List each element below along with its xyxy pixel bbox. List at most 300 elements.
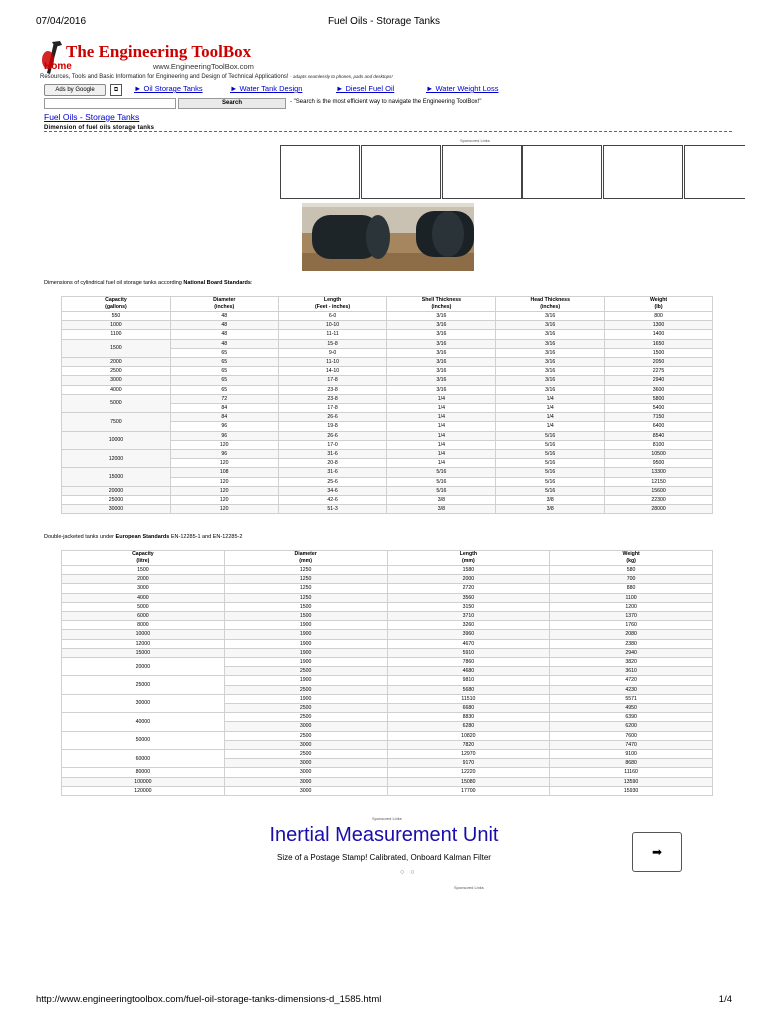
print-footer: [36, 994, 732, 1008]
table-cell: 34-6: [278, 486, 387, 495]
column-header: Length (mm): [387, 551, 550, 566]
table-cell: 3600: [605, 385, 713, 394]
ad-box[interactable]: [684, 145, 745, 199]
table-row: [62, 486, 713, 495]
table-cell: 8680: [550, 759, 713, 768]
table-cell: 6000: [62, 612, 225, 621]
tagline: [40, 74, 393, 80]
table-cell: 1100: [62, 330, 171, 339]
table-cell: 3/16: [496, 321, 605, 330]
table-cell: 3/8: [387, 496, 496, 505]
table-cell: 1200: [550, 602, 713, 611]
ad-carousel-dots[interactable]: ○○: [400, 869, 421, 876]
search-note: - "Search is the most efficient way to navigate the Engineering ToolBox!": [290, 99, 482, 105]
table-cell: 7470: [550, 740, 713, 749]
table-cell: 25000: [62, 676, 225, 694]
table-cell: 1400: [605, 330, 713, 339]
table-cell: 3/8: [496, 505, 605, 514]
table-cell: 17-8: [278, 404, 387, 413]
table-cell: 1580: [387, 566, 550, 575]
table-cell: 3000: [224, 777, 387, 786]
table-row: [62, 376, 713, 385]
table-cell: 48: [170, 339, 278, 348]
table-cell: 5000: [62, 394, 171, 412]
table-row: [62, 584, 713, 593]
table-row: [62, 786, 713, 795]
table-cell: 6-0: [278, 312, 387, 321]
table-cell: 10820: [387, 731, 550, 740]
ad-arrow-button[interactable]: ➡: [632, 832, 682, 872]
intro-text: Double-jacketed tanks under: [44, 534, 116, 540]
table-cell: 1300: [605, 321, 713, 330]
column-header: Head Thickness (inches): [496, 297, 605, 312]
table-cell: 9170: [387, 759, 550, 768]
table-cell: 4950: [550, 704, 713, 713]
table-cell: 3000: [62, 584, 225, 593]
column-header: Length (Feet - inches): [278, 297, 387, 312]
table-cell: 3610: [550, 667, 713, 676]
table-cell: 12150: [605, 477, 713, 486]
table-row: [62, 385, 713, 394]
table-header-row: [62, 551, 713, 566]
table-cell: 1/4: [387, 459, 496, 468]
table-cell: 1900: [224, 676, 387, 685]
table-cell: 5/16: [496, 440, 605, 449]
table-cell: 1900: [224, 658, 387, 667]
table-cell: 3960: [387, 630, 550, 639]
table-cell: 3/16: [496, 385, 605, 394]
table-cell: 9-0: [278, 348, 387, 357]
table-cell: 84: [170, 404, 278, 413]
table-cell: 5/16: [387, 477, 496, 486]
storage-tank-photo: [302, 203, 474, 271]
table-cell: 3/16: [496, 348, 605, 357]
table-row: [62, 496, 713, 505]
table-row: [62, 468, 713, 477]
table-cell: 1370: [550, 612, 713, 621]
ad-box[interactable]: [442, 145, 522, 199]
ad-description: Size of a Postage Stamp! Calibrated, Onboard Kalman Filter: [277, 853, 491, 862]
table-cell: 3/16: [496, 330, 605, 339]
table-cell: 80000: [62, 768, 225, 777]
table-row: [62, 648, 713, 657]
table-cell: 10-10: [278, 321, 387, 330]
table-cell: 31-6: [278, 468, 387, 477]
table-cell: 7500: [62, 413, 171, 431]
table-cell: 5400: [605, 404, 713, 413]
table-cell: 2940: [550, 648, 713, 657]
table-cell: 880: [550, 584, 713, 593]
table-cell: 2500: [224, 713, 387, 722]
print-header: [36, 16, 732, 30]
table-cell: 3150: [387, 602, 550, 611]
table-cell: 2500: [224, 750, 387, 759]
print-url: http://www.engineeringtoolbox.com/fuel-oil-storage-tanks-dimensions-d_1585.html: [36, 994, 382, 1005]
table-cell: 11-10: [278, 358, 387, 367]
table-cell: 31-6: [278, 450, 387, 459]
table-row: [62, 658, 713, 667]
table-cell: 30000: [62, 694, 225, 712]
table-cell: 1250: [224, 575, 387, 584]
table-row: [62, 593, 713, 602]
table-row: [62, 694, 713, 703]
search-button[interactable]: Search: [178, 98, 286, 109]
table-cell: 12970: [387, 750, 550, 759]
table-cell: 6280: [387, 722, 550, 731]
breadcrumb[interactable]: Fuel Oils - Storage Tanks: [44, 112, 140, 122]
table-cell: 65: [170, 376, 278, 385]
table-cell: 1250: [224, 566, 387, 575]
table-cell: 8830: [387, 713, 550, 722]
column-header: Weight (kg): [550, 551, 713, 566]
column-header: Diameter (mm): [224, 551, 387, 566]
table-cell: 3/16: [387, 376, 496, 385]
table-cell: 11510: [387, 694, 550, 703]
table-cell: 20-8: [278, 459, 387, 468]
table-cell: 1/4: [496, 394, 605, 403]
table-cell: 120: [170, 459, 278, 468]
table-cell: 13590: [550, 777, 713, 786]
table-cell: 1900: [224, 630, 387, 639]
table-cell: 3260: [387, 621, 550, 630]
table-row: [62, 639, 713, 648]
home-link[interactable]: Home: [44, 61, 72, 72]
intro-european-standards: [44, 534, 242, 540]
table-cell: 2500: [62, 367, 171, 376]
table-cell: 120: [170, 486, 278, 495]
table-cell: 2275: [605, 367, 713, 376]
table-cell: 30000: [62, 505, 171, 514]
table-cell: 5/16: [387, 468, 496, 477]
table-cell: 10000: [62, 431, 171, 449]
table-cell: 3/16: [496, 339, 605, 348]
column-header: Capacity (litre): [62, 551, 225, 566]
table-cell: 1500: [62, 339, 171, 357]
table-row: [62, 358, 713, 367]
table-cell: 1/4: [387, 450, 496, 459]
table-row: [62, 768, 713, 777]
table-cell: 17-8: [278, 376, 387, 385]
search-input[interactable]: [44, 98, 176, 109]
table-row: [62, 777, 713, 786]
table-cell: 8000: [62, 621, 225, 630]
table-cell: 1500: [605, 348, 713, 357]
table-cell: 19-8: [278, 422, 387, 431]
table-row: [62, 750, 713, 759]
table-cell: 550: [62, 312, 171, 321]
table-cell: 15600: [605, 486, 713, 495]
table-cell: 4720: [550, 676, 713, 685]
table-cell: 3/16: [387, 385, 496, 394]
table-cell: 3/16: [387, 330, 496, 339]
table-cell: 4670: [387, 639, 550, 648]
table-cell: 2380: [550, 639, 713, 648]
table-cell: 6390: [550, 713, 713, 722]
table-cell: 12220: [387, 768, 550, 777]
nav-link-diesel-fuel-oil[interactable]: ► Diesel Fuel Oil: [336, 84, 395, 93]
table-cell: 11160: [550, 768, 713, 777]
table-cell: 1250: [224, 593, 387, 602]
table-cell: 8100: [605, 440, 713, 449]
table-cell: 15930: [550, 786, 713, 795]
print-date: 07/04/2016: [36, 16, 87, 27]
table-cell: 1500: [224, 602, 387, 611]
column-header: Shell Thickness (inches): [387, 297, 496, 312]
table-cell: 3/16: [496, 312, 605, 321]
intro-bold: National Board Standards: [183, 280, 251, 286]
table-cell: 65: [170, 348, 278, 357]
sponsored-label: Sponsored Links: [372, 816, 402, 821]
table-cell: 12000: [62, 450, 171, 468]
table-cell: 40000: [62, 713, 225, 731]
table-cell: 1/4: [387, 394, 496, 403]
table-cell: 2720: [387, 584, 550, 593]
table-row: [62, 612, 713, 621]
table-cell: 3/16: [387, 358, 496, 367]
sponsored-label: Sponsored Links: [460, 138, 490, 143]
table-cell: 10500: [605, 450, 713, 459]
table-cell: 8540: [605, 431, 713, 440]
table-cell: 20000: [62, 486, 171, 495]
column-header: Weight (lb): [605, 297, 713, 312]
table-row: [62, 321, 713, 330]
table-cell: 12000: [62, 639, 225, 648]
table-cell: 65: [170, 385, 278, 394]
table-row: [62, 630, 713, 639]
table-cell: 5/16: [496, 477, 605, 486]
table-cell: 7860: [387, 658, 550, 667]
print-title: Fuel Oils - Storage Tanks: [327, 16, 441, 27]
table-cell: 3000: [224, 768, 387, 777]
table-cell: 4000: [62, 385, 171, 394]
table-cell: 23-8: [278, 385, 387, 394]
table-cell: 28000: [605, 505, 713, 514]
table-cell: 2000: [62, 358, 171, 367]
table-cell: 1/4: [387, 422, 496, 431]
ad-box[interactable]: [603, 145, 683, 199]
table-cell: 15-8: [278, 339, 387, 348]
table-cell: 1500: [62, 566, 225, 575]
table-cell: 65: [170, 358, 278, 367]
table-cell: 1/4: [387, 404, 496, 413]
intro-bold: European Standards: [115, 534, 170, 540]
table-cell: 48: [170, 321, 278, 330]
table-cell: 3820: [550, 658, 713, 667]
table-cell: 3000: [224, 740, 387, 749]
table-cell: 3/16: [387, 312, 496, 321]
table-cell: 2000: [387, 575, 550, 584]
table-cell: 14-10: [278, 367, 387, 376]
table-cell: 1100: [550, 593, 713, 602]
table-row: [62, 602, 713, 611]
table-cell: 580: [550, 566, 713, 575]
table-cell: 1/4: [496, 413, 605, 422]
page-count: 1/4: [718, 994, 732, 1005]
tagline-note: - adapts seamlessly to phones, pads and desktops!: [290, 74, 393, 79]
table-cell: 9810: [387, 676, 550, 685]
ad-box[interactable]: [280, 145, 360, 199]
table-cell: 4230: [550, 685, 713, 694]
table-cell: 5800: [605, 394, 713, 403]
table-cell: 3000: [224, 759, 387, 768]
table-cell: 65: [170, 367, 278, 376]
table-cell: 800: [605, 312, 713, 321]
table-cell: 7150: [605, 413, 713, 422]
table-cell: 3/16: [387, 348, 496, 357]
table-cell: 1900: [224, 639, 387, 648]
table-cell: 7600: [550, 731, 713, 740]
ad-box[interactable]: [361, 145, 441, 199]
table-cell: 15000: [62, 468, 171, 486]
intro-national-board: [44, 280, 252, 286]
table-row: [62, 367, 713, 376]
table-cell: 3/16: [387, 339, 496, 348]
table-row: [62, 431, 713, 440]
table-row: [62, 339, 713, 348]
table-cell: 13300: [605, 468, 713, 477]
table-cell: 3/16: [387, 367, 496, 376]
table-cell: 5910: [387, 648, 550, 657]
table-cell: 3560: [387, 593, 550, 602]
table-cell: 1760: [550, 621, 713, 630]
nav-link-oil-storage-tanks[interactable]: ► Oil Storage Tanks: [134, 84, 203, 93]
column-header: Capacity (gallons): [62, 297, 171, 312]
table-cell: 5/16: [387, 486, 496, 495]
table-cell: 6200: [550, 722, 713, 731]
table-cell: 17700: [387, 786, 550, 795]
table-row: [62, 330, 713, 339]
table-cell: 15080: [387, 777, 550, 786]
nav-link-water-tank-design[interactable]: ► Water Tank Design: [230, 84, 303, 93]
table-cell: 1/4: [496, 404, 605, 413]
table-cell: 3/16: [387, 321, 496, 330]
table-cell: 9500: [605, 459, 713, 468]
table-row: [62, 505, 713, 514]
table-cell: 96: [170, 422, 278, 431]
table-cell: 5/16: [496, 468, 605, 477]
table-cell: 1000: [62, 321, 171, 330]
table-cell: 3000: [224, 722, 387, 731]
table-cell: 7820: [387, 740, 550, 749]
intro-text: Dimensions of cylindrical fuel oil storage tanks according: [44, 280, 184, 286]
table-cell: 1650: [605, 339, 713, 348]
table-cell: 15000: [62, 648, 225, 657]
ad-choices-icon[interactable]: ⧉: [110, 84, 122, 96]
table-cell: 9100: [550, 750, 713, 759]
table-cell: 48: [170, 330, 278, 339]
column-header: Diameter (inches): [170, 297, 278, 312]
table-cell: 1900: [224, 621, 387, 630]
intro-text: :: [250, 280, 253, 286]
ad-title[interactable]: Inertial Measurement Unit: [269, 824, 499, 846]
table-cell: 108: [170, 468, 278, 477]
tagline-text: Resources, Tools and Basic Information for Engineering and Design of Technical Applications!: [40, 74, 289, 80]
ads-by-google-badge[interactable]: Ads by Google: [44, 84, 106, 96]
table-cell: 48: [170, 312, 278, 321]
table-cell: 5680: [387, 685, 550, 694]
table-cell: 1/4: [496, 422, 605, 431]
table-cell: 6400: [605, 422, 713, 431]
table-row: [62, 312, 713, 321]
table-cell: 3000: [62, 376, 171, 385]
table-row: [62, 731, 713, 740]
ad-box[interactable]: [522, 145, 602, 199]
table-row: [62, 621, 713, 630]
table-cell: 1900: [224, 648, 387, 657]
table-cell: 20000: [62, 658, 225, 676]
table-row: [62, 413, 713, 422]
table-cell: 22300: [605, 496, 713, 505]
nav-link-water-weight-loss[interactable]: ► Water Weight Loss: [426, 84, 499, 93]
table-cell: 3000: [224, 786, 387, 795]
table-cell: 3/16: [496, 367, 605, 376]
table-cell: 2050: [605, 358, 713, 367]
table-row: [62, 713, 713, 722]
table-cell: 120: [170, 440, 278, 449]
table-row: [62, 394, 713, 403]
table-cell: 120: [170, 477, 278, 486]
table-cell: 5/16: [496, 431, 605, 440]
table-cell: 1500: [224, 612, 387, 621]
table-cell: 1/4: [387, 431, 496, 440]
table-cell: 2500: [224, 685, 387, 694]
table-cell: 72: [170, 394, 278, 403]
table-cell: 100000: [62, 777, 225, 786]
table-row: [62, 676, 713, 685]
table-cell: 700: [550, 575, 713, 584]
logo-text: The Engineering ToolBox: [66, 42, 252, 61]
table-cell: 5/16: [496, 450, 605, 459]
table-cell: 1250: [224, 584, 387, 593]
intro-text: EN-12285-1 and EN-12285-2: [169, 534, 243, 540]
table-header-row: [62, 297, 713, 312]
table-cell: 50000: [62, 731, 225, 749]
table-cell: 5000: [62, 602, 225, 611]
table-cell: 5/16: [496, 486, 605, 495]
table-cell: 25-6: [278, 477, 387, 486]
table-cell: 1/4: [387, 413, 496, 422]
table-cell: 42-6: [278, 496, 387, 505]
table-cell: 3/16: [496, 376, 605, 385]
table-cell: 3/8: [387, 505, 496, 514]
table-cell: 4680: [387, 667, 550, 676]
table-cell: 120000: [62, 786, 225, 795]
table-cell: 17-0: [278, 440, 387, 449]
table-cell: 2080: [550, 630, 713, 639]
table-cell: 5/16: [496, 459, 605, 468]
table-cell: 10000: [62, 630, 225, 639]
european-standard-tank-table: [61, 550, 713, 796]
table-cell: 2940: [605, 376, 713, 385]
table-cell: 3/8: [496, 496, 605, 505]
table-cell: 26-6: [278, 431, 387, 440]
logo-url: www.EngineeringToolBox.com: [153, 62, 254, 71]
table-cell: 120: [170, 505, 278, 514]
table-cell: 1900: [224, 694, 387, 703]
table-cell: 2000: [62, 575, 225, 584]
table-cell: 1/4: [387, 440, 496, 449]
table-cell: 26-6: [278, 413, 387, 422]
table-cell: 25000: [62, 496, 171, 505]
table-cell: 4000: [62, 593, 225, 602]
page-subtitle: Dimension of fuel oils storage tanks: [44, 125, 155, 131]
table-cell: 2500: [224, 731, 387, 740]
table-cell: 84: [170, 413, 278, 422]
table-cell: 96: [170, 431, 278, 440]
table-cell: 51-3: [278, 505, 387, 514]
table-cell: 60000: [62, 750, 225, 768]
table-cell: 2500: [224, 667, 387, 676]
